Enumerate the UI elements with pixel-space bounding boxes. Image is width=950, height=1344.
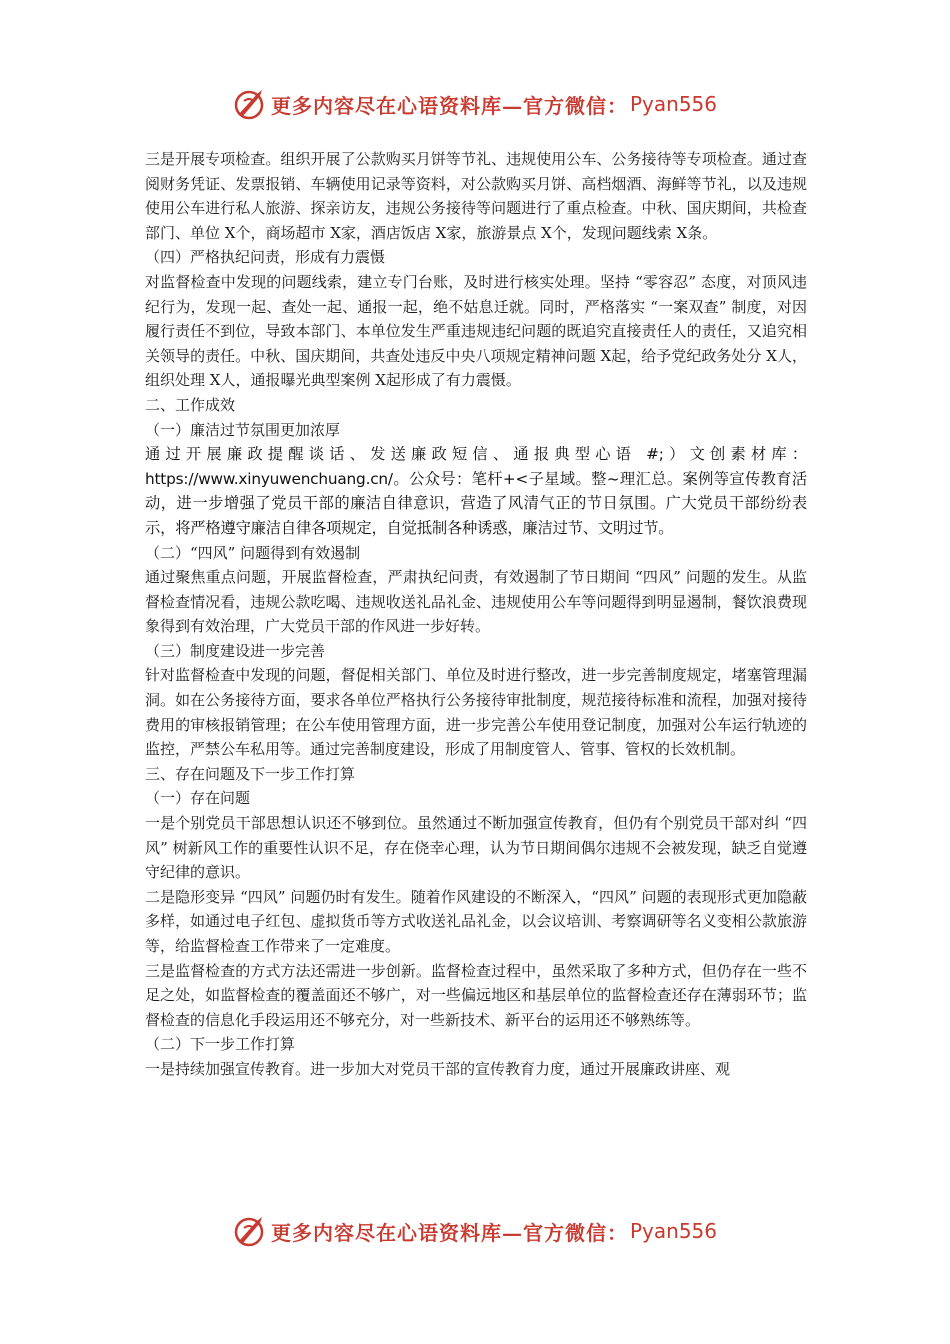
heading-clean-atmosphere: （一）廉洁过节氛围更加浓厚	[145, 420, 341, 439]
paragraph-four-winds: 通过聚焦重点问题，开展监督检查，严肃执纪问责，有效遏制了节日期间 “四风” 问题的发生。从监督检查情况看，违规公款吃喝、违规收送礼品礼金、违规使用公车等问题得到明显遏制，餐饮浪费现象得到有效治理，广大党员干部的作风进一步好转。	[145, 568, 807, 636]
banner-wechat-id: Pyan556	[629, 92, 717, 116]
paragraph-problem-1: 一是个别党员干部思想认识还不够到位。虽然通过不断加强宣传教育，但仍有个别党员干部对纠 “四风” 树新风工作的重要性认识不足，存在侥幸心理，认为节日期间偶尔违规不会被发现，缺乏自觉遵守纪律的意识。	[145, 814, 807, 882]
heading-results: 二、工作成效	[145, 395, 236, 414]
heading-four-winds: （二）“四风” 问题得到有效遏制	[145, 543, 361, 562]
heading-next-steps: （二）下一步工作打算	[145, 1035, 296, 1054]
paragraph-accountability: 对监督检查中发现的问题线索，建立专门台账，及时进行核实处理。坚持 “零容忍” 态度，对顶风违纪行为，发现一起、查处一起、通报一起，绝不姑息迁就。同时，严格落实 “一案双查” 制度，对因履行责任不到位，导致本部门、本单位发生严重违规违纪问题的既追究直接责任人的责任，又追究相关领导的责任。中秋、国庆期间，共查处违反中央八项规定精神问题 X起，给予党纪政务处分 X人，组织处理 X人，通报曝光典型案例 X起形成了有力震慑。	[145, 272, 807, 390]
pen-logo-icon	[233, 1214, 267, 1248]
banner-text: 更多内容尽在心语资料库—官方微信：	[270, 1220, 628, 1245]
paragraph-problem-2: 二是隐形变异 “四风” 问题仍时有发生。随着作风建设的不断深入，“四风” 问题的表现形式更加隐蔽多样，如通过电子红包、虚拟货币等方式收送礼品礼金，以会议培训、考察调研等名义变相公款旅游等，给监督检查工作带来了一定难度。	[145, 887, 807, 955]
heading-problems: （一）存在问题	[145, 789, 251, 808]
banner-wechat-id: Pyan556	[629, 1219, 717, 1243]
paragraph-problem-3: 三是监督检查的方式方法还需进一步创新。监督检查过程中，虽然采取了多种方式，但仍存在一些不足之处，如监督检查的覆盖面还不够广，对一些偏远地区和基层单位的监督检查还存在薄弱环节；监督检查的信息化手段运用还不够充分，对一些新技术、新平台的运用还不够熟练等。	[145, 961, 807, 1029]
paragraph-clean-atmosphere: 通过开展廉政提醒谈话、发送廉政短信、通报典型心语 #;）文创素材库：https://www.xinyuwenchuang.cn/。公众号：笔杆+<子星域。整~理汇总。案例等宣传教育活动，进一步增强了党员干部的廉洁自律意识，营造了风清气正的节日氛围。广大党员干部纷纷表示，将严格遵守廉洁自律各项规定，自觉抵制各种诱惑，廉洁过节、文明过节。	[145, 445, 807, 537]
document-body	[145, 147, 807, 1082]
footer-banner	[0, 1211, 950, 1251]
heading-accountability: （四）严格执纪问责，形成有力震慑	[145, 248, 386, 267]
header-banner	[0, 84, 950, 124]
paragraph-special-inspection: 三是开展专项检查。组织开展了公款购买月饼等节礼、违规使用公车、公务接待等专项检查。通过查阅财务凭证、发票报销、车辆使用记录等资料，对公款购买月饼、高档烟酒、海鲜等节礼，以及违规使用公车进行私人旅游、探亲访友，违规公务接待等问题进行了重点检查。中秋、国庆期间，共检查部门、单位 X个，商场超市 X家，酒店饭店 X家，旅游景点 X个，发现问题线索 X条。	[145, 150, 807, 242]
heading-problems-plans: 三、存在问题及下一步工作打算	[145, 764, 356, 783]
banner-text: 更多内容尽在心语资料库—官方微信：	[270, 93, 628, 118]
heading-system-building: （三）制度建设进一步完善	[145, 641, 326, 660]
pen-logo-icon	[233, 87, 267, 121]
paragraph-system-building: 针对监督检查中发现的问题，督促相关部门、单位及时进行整改，进一步完善制度规定，堵塞管理漏洞。如在公务接待方面，要求各单位严格执行公务接待审批制度，规范接待标准和流程，加强对接待费用的审核报销管理；在公车使用管理方面，进一步完善公车使用登记制度，加强对公车运行轨迹的监控，严禁公车私用等。通过完善制度建设，形成了用制度管人、管事、管权的长效机制。	[145, 666, 807, 759]
paragraph-next-step-1: 一是持续加强宣传教育。进一步加大对党员干部的宣传教育力度，通过开展廉政讲座、观	[145, 1059, 731, 1078]
